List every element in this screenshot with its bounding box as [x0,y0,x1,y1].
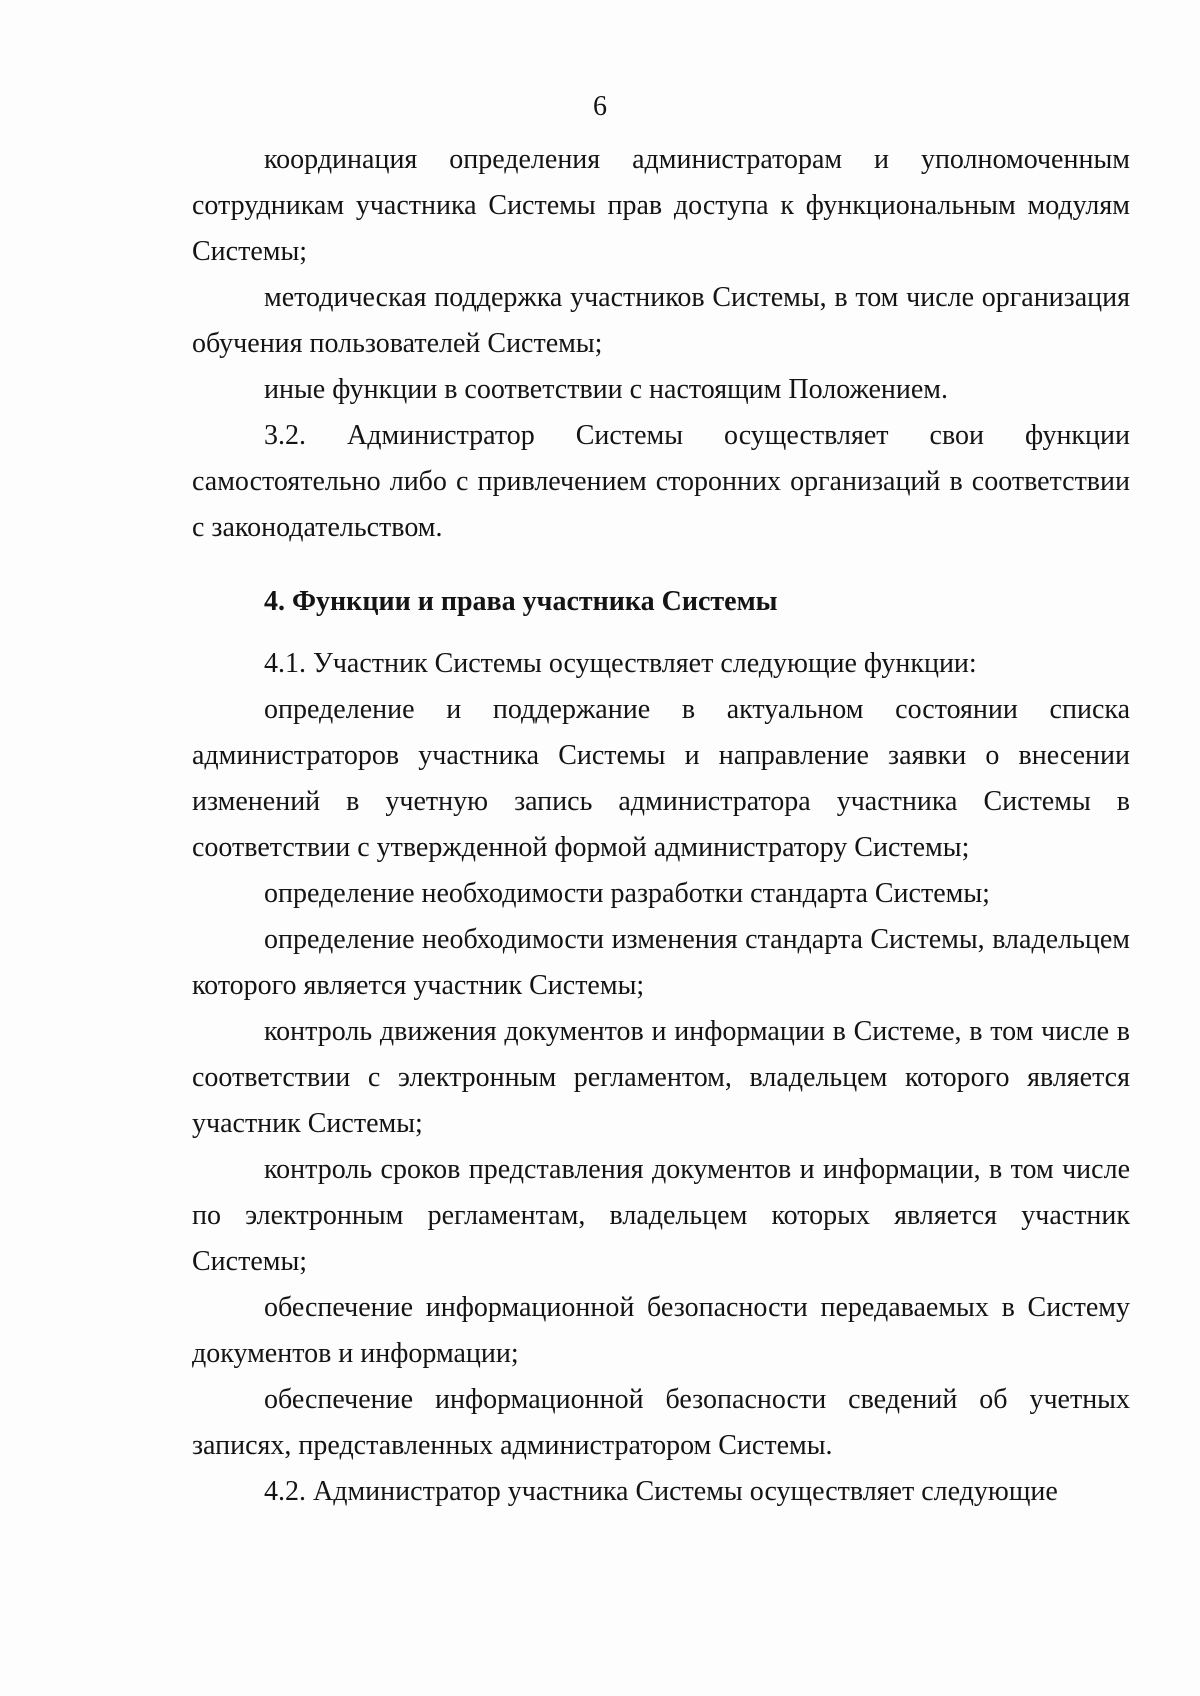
paragraph-methodical-support: методическая поддержка участников Системы, в том числе организация обучения пользователей Системы; [192,282,1130,359]
paragraph-document-flow-control: контроль движения документов и информации в Системе, в том числе в соответствии с электронным регламентом, владельцем которого является участник Системы; [192,1016,1130,1139]
paragraph-3-2: 3.2. Администратор Системы осуществляет свои функции самостоятельно либо с привлечением сторонних организаций в соответствии с законодательством. [192,420,1130,543]
paragraph-4-2: 4.2. Администратор участника Системы осуществляет следующие [264,1476,1058,1507]
paragraph-deadline-control: контроль сроков представления документов и информации, в том числе по электронным регламентам, владельцем которых является участник Системы; [192,1154,1130,1277]
paragraph-4-1: 4.1. Участник Системы осуществляет следующие функции: [264,648,977,679]
section-heading-4: 4. Функции и права участника Системы [264,586,778,617]
paragraph-standard-development: определение необходимости разработки стандарта Системы; [264,878,990,909]
paragraph-standard-change: определение необходимости изменения стандарта Системы, владельцем которого является участник Системы; [192,924,1130,1001]
page-number: 6 [593,91,607,122]
paragraph-access-coordination: координация определения администраторам и уполномоченным сотрудникам участника Системы прав доступа к функциональным модулям Системы; [192,144,1130,267]
paragraph-transfer-security: обеспечение информационной безопасности передаваемых в Систему документов и информации; [192,1292,1130,1369]
paragraph-admin-list: определение и поддержание в актуальном состоянии списка администраторов участника Системы и направление заявки о внесении изменений в учетную запись администратора участника Системы в соответствии с утвержденной формой администратору Системы; [192,694,1130,863]
paragraph-account-security: обеспечение информационной безопасности сведений об учетных записях, представленных администратором Системы. [192,1384,1130,1461]
paragraph-other-functions: иные функции в соответствии с настоящим Положением. [264,374,949,405]
document-body [192,137,1130,1515]
